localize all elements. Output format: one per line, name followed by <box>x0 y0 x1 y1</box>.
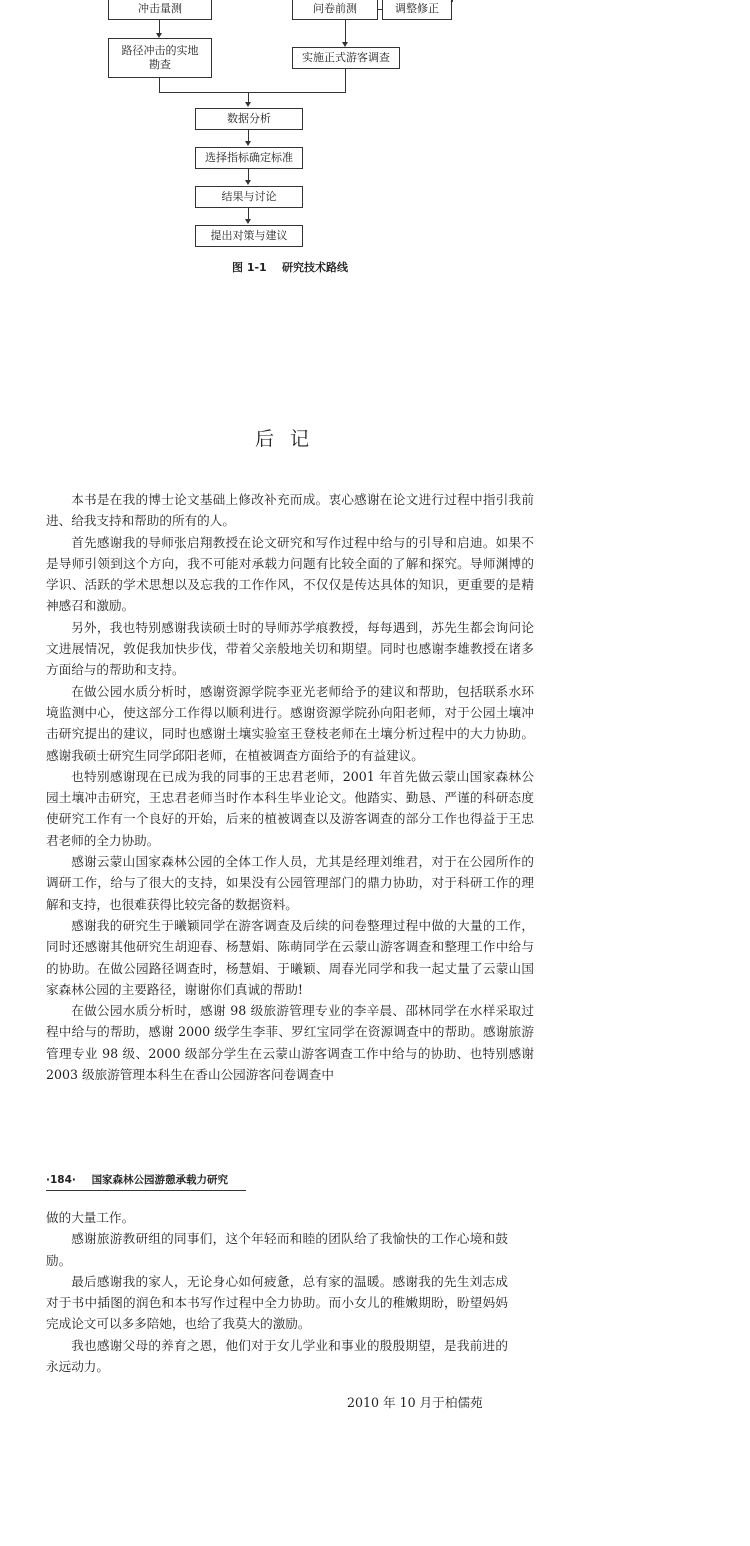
paragraph: 另外，我也特别感谢我读硕士时的导师苏学痕教授，每每遇到，苏先生都会询问论文进展情况，敦促我加快步伐，带着父亲般地关切和期望。同时也感谢李雄教授在诸多方面给与的帮助和支持。 <box>46 619 534 678</box>
paragraph: 最后感谢我的家人，无论身心如何疲惫，总有家的温暖。感谢我的先生刘志成对于书中插图的润色和本书写作过程中全力协助。而小女儿的稚嫩期盼，盼望妈妈完成论文可以多多陪她，也给了我莫大的激励。 <box>46 1273 508 1332</box>
connector <box>248 130 249 141</box>
flow-box-impact-measure: 冲击量测 <box>108 0 212 20</box>
page-footer <box>46 1172 246 1191</box>
book-title: 国家森林公园游憩承载力研究 <box>91 1174 229 1186</box>
paragraph: 我也感谢父母的养育之恩，他们对于女儿学业和事业的殷殷期望，是我前进的永远动力。 <box>46 1337 508 1375</box>
figure-number: 图 1-1 <box>231 261 267 274</box>
paragraph: 在做公园水质分析时，感谢 98 级旅游管理专业的李辛晨、邵林同学在水样采取过程中给与的帮助，感谢 2000 级学生李菲、罗红宝同学在资源调查中的帮助。感谢旅游管理专业 98 级、2000 级部分学生在云蒙山游客调查工作中给与的协助、也特别感谢 2003 级旅游管理本科生在香山公园游客问卷调查中 <box>46 1003 534 1083</box>
paragraph: 感谢云蒙山国家森林公园的全体工作人员，尤其是经理刘维君，对于在公园所作的调研工作，给与了很大的支持，如果没有公园管理部门的鼎力协助，对于科研工作的理解和支持，也很难获得比较完备的数据资料。 <box>46 854 534 912</box>
flow-step-data-analysis: 数据分析 <box>195 108 303 130</box>
page-number: ·184· <box>46 1174 76 1186</box>
paragraph: 做的大量工作。 <box>46 1210 135 1225</box>
paragraph: 感谢旅游教研组的同事们，这个年轻而和睦的团队给了我愉快的工作心境和鼓励。 <box>46 1231 508 1268</box>
arrow <box>245 180 251 185</box>
arrow <box>245 141 251 146</box>
connector <box>159 20 160 34</box>
flow-box-pretest: 问卷前测 <box>292 0 378 20</box>
flow-step-suggestions: 提出对策与建议 <box>195 225 303 247</box>
connector <box>248 169 249 180</box>
connector <box>159 78 160 92</box>
paragraph: 也特别感谢现在已成为我的同事的王忠君老师，2001 年首先做云蒙山国家森林公园土壤冲击研究，王忠君老师当时作本科生毕业论文。他踏实、勤恳、严谨的科研态度使研究工作有一个良好的开始，后来的植被调查以及游客调查的部分工作也得益于王忠君老师的全力协助。 <box>46 768 534 848</box>
connector <box>159 92 346 93</box>
connector <box>248 208 249 219</box>
flowchart <box>0 0 580 250</box>
paragraph: 在做公园水质分析时，感谢资源学院李亚光老师给予的建议和帮助，包括联系水环境监测中心，使这部分工作得以顺利进行。感谢资源学院孙向阳老师，对于公园土壤冲击研究提出的建议，同时也感谢土壤实验室王登枝老师在土壤分析过程中的大力协助。感谢我硕士研究生同学邱阳老师，在植被调查方面给予的有益建议。 <box>46 683 534 763</box>
arrow <box>245 219 251 224</box>
paragraph: 本书是在我的博士论文基础上修改补充而成。衷心感谢在论文进行过程中指引我前进、给我支持和帮助的所有的人。 <box>46 492 534 529</box>
flow-step-select-indicators: 选择指标确定标准 <box>195 147 303 169</box>
afterword-body-top <box>46 489 534 1085</box>
connector <box>345 69 346 92</box>
arrow <box>245 102 251 107</box>
afterword-body-bottom <box>46 1207 508 1377</box>
connector <box>345 20 346 42</box>
flow-step-results: 结果与讨论 <box>195 186 303 208</box>
connector <box>452 0 453 2</box>
figure-title: 研究技术路线 <box>282 261 349 274</box>
flow-box-formal-survey: 实施正式游客调查 <box>292 47 400 69</box>
paragraph: 感谢我的研究生于曦颖同学在游客调查及后续的问卷整理过程中做的大量的工作，同时还感谢其他研究生胡迎春、杨慧娟、陈萌同学在云蒙山游客调查和整理工作中给与的协助。在做公园路径调查时，杨慧娟、于曦颖、周春光同学和我一起丈量了云蒙山国家森林公园的主要路径，谢谢你们真诚的帮助! <box>46 917 534 997</box>
flow-box-path-survey: 路径冲击的实地勘查 <box>108 38 212 78</box>
connector <box>248 92 249 102</box>
paragraph: 首先感谢我的导师张启翔教授在论文研究和写作过程中给与的引导和启迪。如果不是导师引领到这个方向，我不可能对承载力问题有比较全面的了解和探究。导师渊博的学识、活跃的学术思想以及忘我的工作作风，不仅仅是传达具体的知识，更重要的是精神感召和激励。 <box>46 534 534 614</box>
signature-date: 2010 年 10 月于柏儒苑 <box>347 1395 483 1410</box>
section-heading: 后记 <box>254 428 325 450</box>
flow-box-adjust: 调整修正 <box>382 0 452 20</box>
figure-caption <box>0 259 580 275</box>
